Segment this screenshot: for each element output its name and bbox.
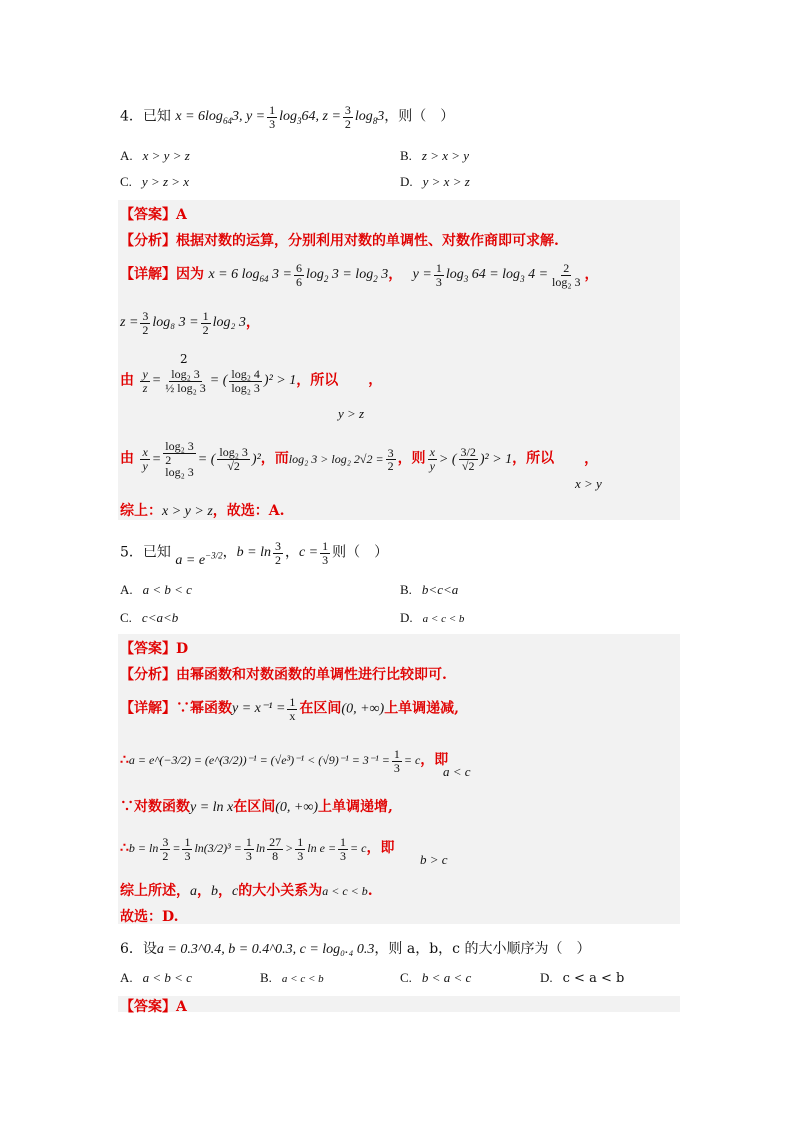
q5-detail-line4: ∴b = ln $\frac{3}{2}$ = $\frac{1}{3}$ ln(3/2)³ = $\frac{1}{3}$ ln $\frac{27}{8}$ > $\frac{1}{3}$ ln e = $\frac{1}{3}$ = c，即 [120,835,395,863]
q5-stem: 5．已知 $a = e^{-3/2}$，b = ln $\frac{3}{2}$ ，c = $\frac{1}{3}$ 则（ ） [120,539,389,569]
q4-yz-top: 2 [180,352,188,366]
q4-answer: 【答案】A [120,207,187,223]
q4-intro: 已知 [142,108,171,125]
q4-detail-line1: 【详解】因为 x = 6 $\log_{64} 3$ = $\frac{6}{6}$ $\log_2 3 = \log_2 3$， y = $\frac{1}{3}$ $\log_3 64 = \log_3 4$ = $\frac{2}{\text{log₂ 3}}$ ， [120,261,599,289]
q6-option-c[interactable]: C. b < a < c [400,970,472,985]
q6-option-b[interactable]: B. a < c < b [260,970,324,985]
q6-solution-box [118,996,680,1012]
q5-answer: 【答案】D [120,641,189,657]
q5-option-a[interactable]: A. a < b < c [120,582,192,597]
q6-number: 6． [120,941,143,957]
q4-xy-conclusion: x > y [575,476,602,491]
q4-option-b[interactable]: B. z > x > y [400,148,470,163]
q4-analysis: 【分析】根据对数的运算，分别利用对数的单调性、对数作商即可求解. [120,233,559,249]
q4-tail: ，则（ ） [384,108,455,125]
q5-option-d[interactable]: D. a < c < b [400,610,465,625]
q5-option-c[interactable]: C. c<a<b [120,610,179,625]
q4-yz-conclusion: y > z [338,406,365,421]
q4-option-d[interactable]: D. y > x > z [400,174,470,189]
q6-option-a[interactable]: A. a < b < c [120,970,192,985]
q6-answer: 【答案】A [120,999,187,1015]
q6-stem: 6．设a = 0.3^0.4, b = 0.4^0.3, c = log₀.₄ 0.3，则 a，b，c 的大小顺序为（ ） [120,941,591,957]
q4-xy-line: 由 $\frac{x}{y}$ = log₂ 3 2 log₂ 3 = ( $\frac{\text{log₂ 3}}{√2}$ )²，而log₂ 3 > log₂ 2√2 = $\frac{3}{2}$ ，则 $\frac{x}{y}$ > ( $\frac{3/2}{√2}$ )² > 1，所以 ， [120,439,599,480]
q4-yz-line: 由 $\frac{y}{z}$ = $\frac{\text{log₂ 3}}{\text{½ log₂ 3}}$ = ( $\frac{\text{log₂ 4}}{\text{log₂ 3}}$ )² > 1，所以 ， [120,367,383,395]
q4-number: 4． [120,108,143,125]
q5-detail-line1: 【详解】∵幂函数y = x⁻¹ = $\frac{1}{x}$ 在区间(0, +∞)上单调递减, [120,695,460,723]
q5-summary: 综上所述，a，b，c的大小关系为a < c < b. [120,883,373,899]
q5-bc-conclusion: b > c [420,852,448,867]
q6-option-d[interactable]: D. c < a < b [540,970,625,986]
q5-detail-line2: ∴a = e^(−3/2) = (e^(3/2))⁻¹ = (√e³)⁻¹ < (√9)⁻¹ = 3⁻¹ = $\frac{1}{3}$ = c，即 [120,747,449,775]
q5-ac-conclusion: a < c [443,764,471,779]
q4-stem [120,104,454,130]
q4-option-a[interactable]: A. x > y > z [120,148,190,163]
q4-z-line: z = $\frac{3}{2}$ log₈ 3 = $\frac{1}{2}$ log₂ 3， [120,309,260,337]
q5-option-b[interactable]: B. b<c<a [400,582,459,597]
q5-number: 5． [120,544,143,561]
q4-summary: 综上：x > y > z，故选：A. [120,503,285,519]
q4-x-expr: $x = 6\log_{64}3$, y = $\frac{1}{3}$ $\log_364$, z = $\frac{3}{2}$ $\log_83$ [175,103,385,131]
q5-detail-line3: ∵对数函数y = ln x在区间(0, +∞)上单调递增, [120,799,393,815]
q5-analysis: 【分析】由幂函数和对数函数的单调性进行比较即可. [120,667,447,683]
q5-choose: 故选：D. [120,909,179,925]
q4-option-c[interactable]: C. y > z > x [120,174,190,189]
